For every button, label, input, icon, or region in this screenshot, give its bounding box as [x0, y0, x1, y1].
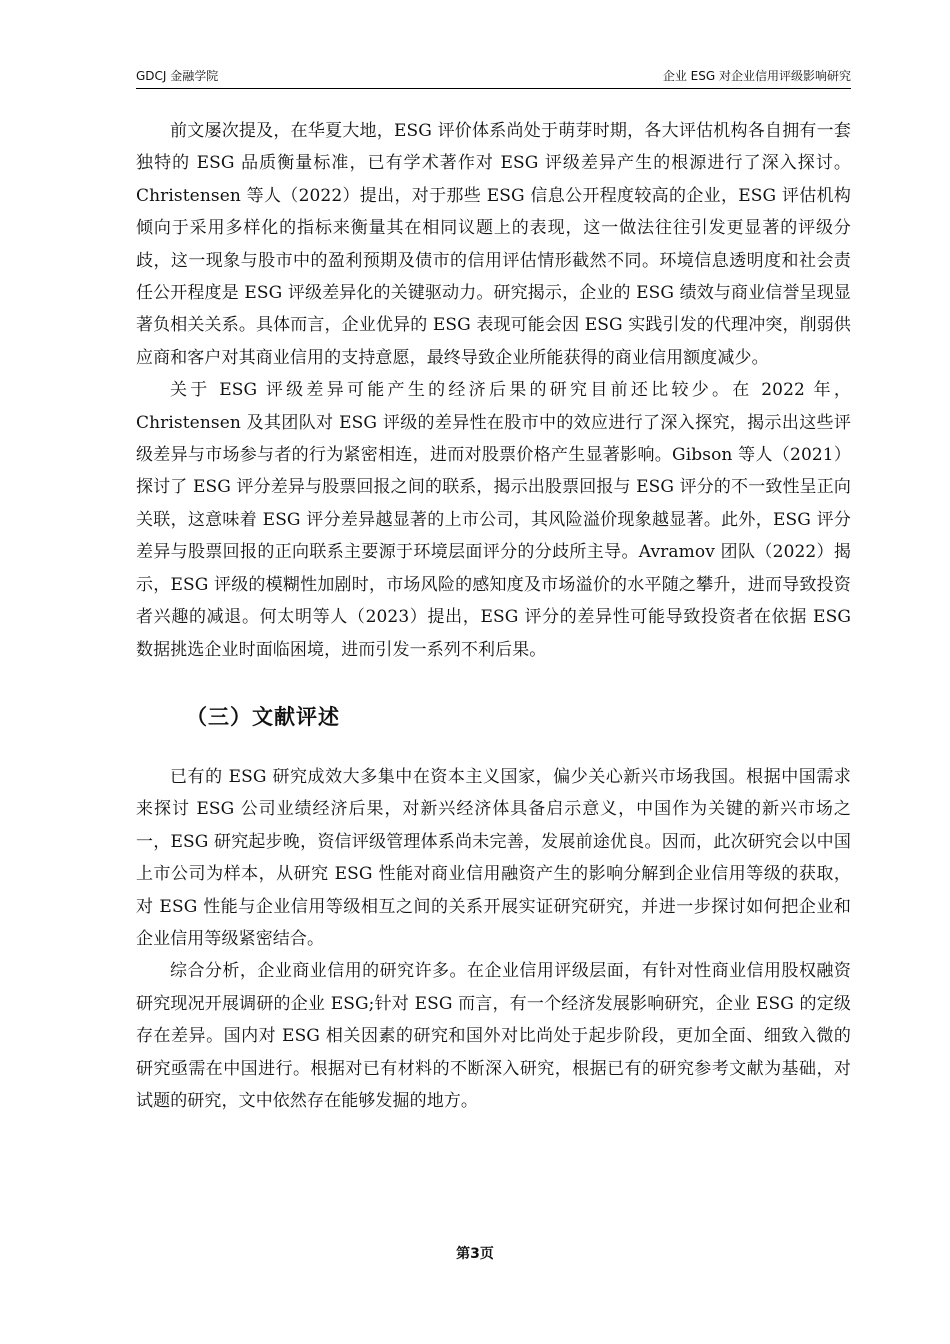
body-paragraph-4: 综合分析，企业商业信用的研究许多。在企业信用评级层面，有针对性商业信用股权融资研究现况开展调研的企业 ESG;针对 ESG 而言，有一个经济发展影响研究，企业 ESG 的定级存在差异。国内对 ESG 相关因素的研究和国外对比尚处于起步阶段，更加全面、细致入微的研究亟需在中国进行。根据对已有材料的不断深入研究，根据已有的研究参考文献为基础，对试题的研究，文中依然存在能够发掘的地方。 [136, 961, 851, 1111]
header-document-title: 企业 ESG 对企业信用评级影响研究 [662, 69, 851, 83]
section-heading-literature-review: （三）文献评述 [186, 704, 340, 729]
page-header [136, 64, 851, 89]
page-number: 第3页 [456, 1246, 494, 1262]
body-paragraph-2: 关于 ESG 评级差异可能产生的经济后果的研究目前还比较少。在 2022 年，Christensen 及其团队对 ESG 评级的差异性在股市中的效应进行了深入探究，揭示出这些评级差异与市场参与者的行为紧密相连，进而对股票价格产生显著影响。Gibson 等人（2021）探讨了 ESG 评分差异与股票回报之间的联系，揭示出股票回报与 ESG 评分的不一致性呈正向关联，这意味着 ESG 评分差异越显著的上市公司，其风险溢价现象越显著。此外，ESG 评分差异与股票回报的正向联系主要源于环境层面评分的分歧所主导。Avramov 团队（2022）揭示，ESG 评级的模糊性加剧时，市场风险的感知度及市场溢价的水平随之攀升，进而导致投资者兴趣的减退。何太明等人（2023）提出，ESG 评分的差异性可能导致投资者在依据 ESG 数据挑选企业时面临困境，进而引发一系列不利后果。 [136, 380, 851, 660]
header-institution: GDCJ 金融学院 [136, 69, 219, 83]
document-body [136, 115, 851, 1117]
body-paragraph-1: 前文屡次提及，在华夏大地，ESG 评价体系尚处于萌芽时期，各大评估机构各自拥有一套独特的 ESG 品质衡量标准，已有学术著作对 ESG 评级差异产生的根源进行了深入探讨。Christensen 等人（2022）提出，对于那些 ESG 信息公开程度较高的企业，ESG 评估机构倾向于采用多样化的指标来衡量其在相同议题上的表现，这一做法往往引发更显著的评级分歧，这一现象与股市中的盈利预期及债市的信用评估情形截然不同。环境信息透明度和社会责任公开程度是 ESG 评级差异化的关键驱动力。研究揭示，企业的 ESG 绩效与商业信誉呈现显著负相关关系。具体而言，企业优异的 ESG 表现可能会因 ESG 实践引发的代理冲突，削弱供应商和客户对其商业信用的支持意愿，最终导致企业所能获得的商业信用额度减少。 [136, 121, 851, 368]
body-paragraph-3: 已有的 ESG 研究成效大多集中在资本主义国家，偏少关心新兴市场我国。根据中国需求来探讨 ESG 公司业绩经济后果，对新兴经济体具备启示意义，中国作为关键的新兴市场之一，ESG 研究起步晚，资信评级管理体系尚未完善，发展前途优良。因而，此次研究会以中国上市公司为样本，从研究 ESG 性能对商业信用融资产生的影响分解到企业信用等级的获取，对 ESG 性能与企业信用等级相互之间的关系开展实证研究研究，并进一步探讨如何把企业和企业信用等级紧密结合。 [136, 766, 851, 949]
